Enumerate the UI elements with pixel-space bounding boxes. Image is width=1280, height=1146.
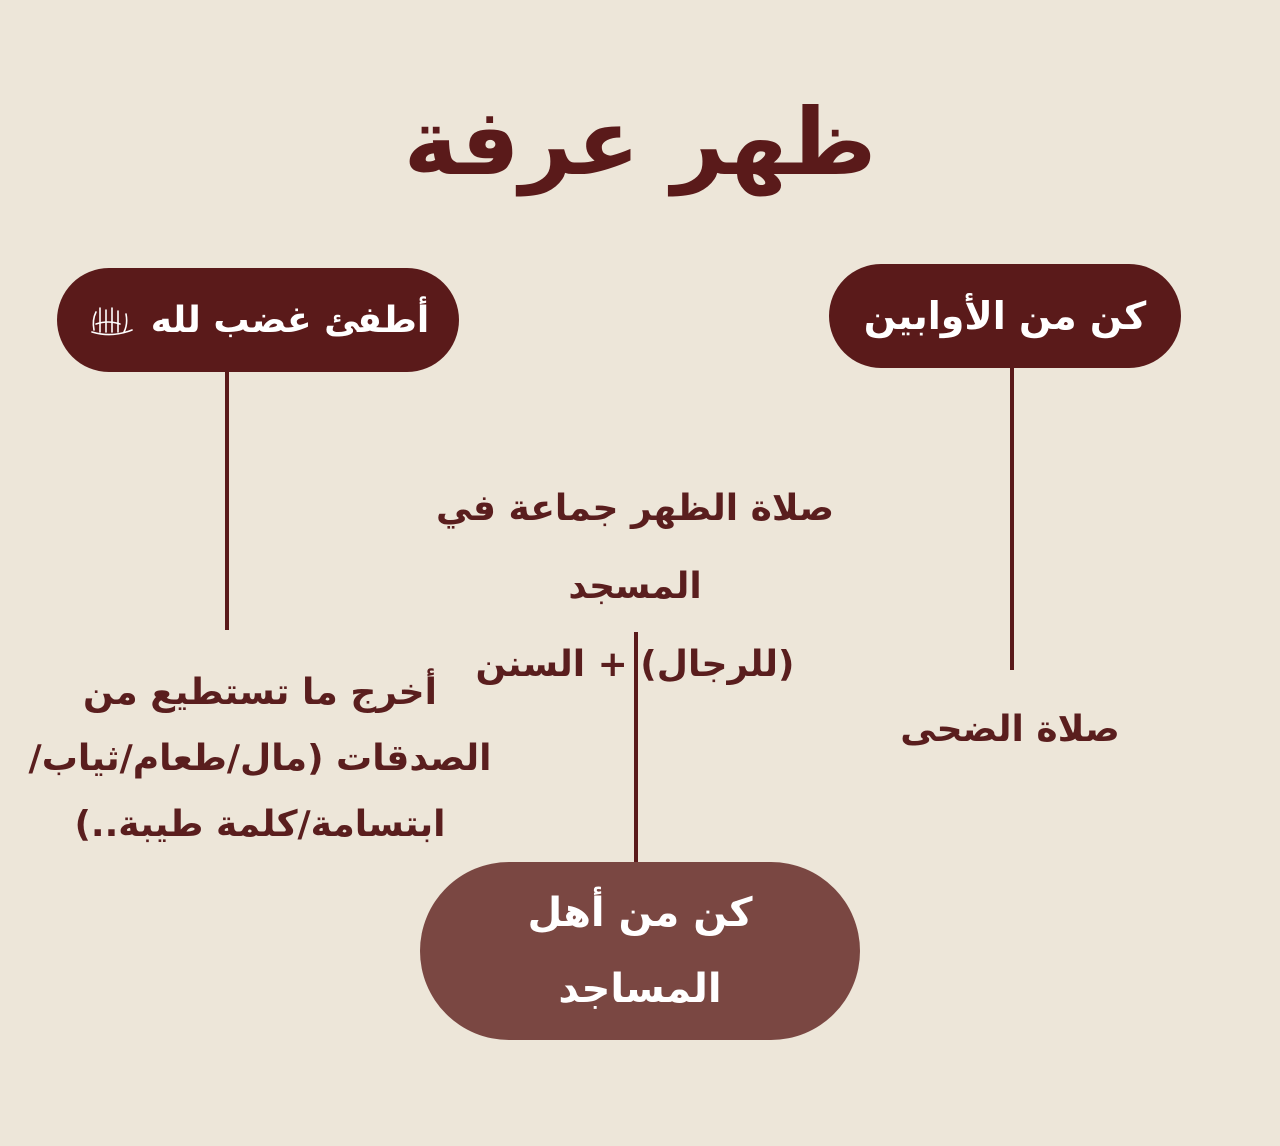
- left-box: [57, 268, 459, 372]
- left-text-line-2: الصدقات (مال/طعام/ثياب/: [28, 738, 492, 779]
- right-box-label: كن من الأوابين: [863, 294, 1147, 338]
- bottom-box-line-1: كن من أهل: [527, 890, 753, 936]
- left-text-line-3: ابتسامة/كلمة طيبة..): [74, 804, 446, 845]
- bottom-box: [420, 862, 860, 1040]
- left-text-line-1: أخرج ما تستطيع من: [83, 672, 437, 713]
- right-connector-line: [1010, 368, 1014, 670]
- left-connector-line: [225, 372, 229, 630]
- middle-text-line-1: صلاة الظهر جماعة في المسجد: [435, 488, 835, 607]
- page-title: ظهر عرفة: [403, 89, 877, 196]
- right-text-line-1: صلاة الضحى: [900, 709, 1120, 750]
- left-text: [10, 660, 510, 858]
- middle-text-line-2: (للرجال) + السنن: [475, 644, 795, 685]
- jalla-jalaluh-seal-icon: [87, 300, 137, 340]
- right-box: [829, 264, 1181, 368]
- right-text: [880, 700, 1140, 760]
- bottom-box-line-2: المساجد: [558, 966, 722, 1012]
- left-box-label: أطفئ غضب لله: [150, 299, 430, 341]
